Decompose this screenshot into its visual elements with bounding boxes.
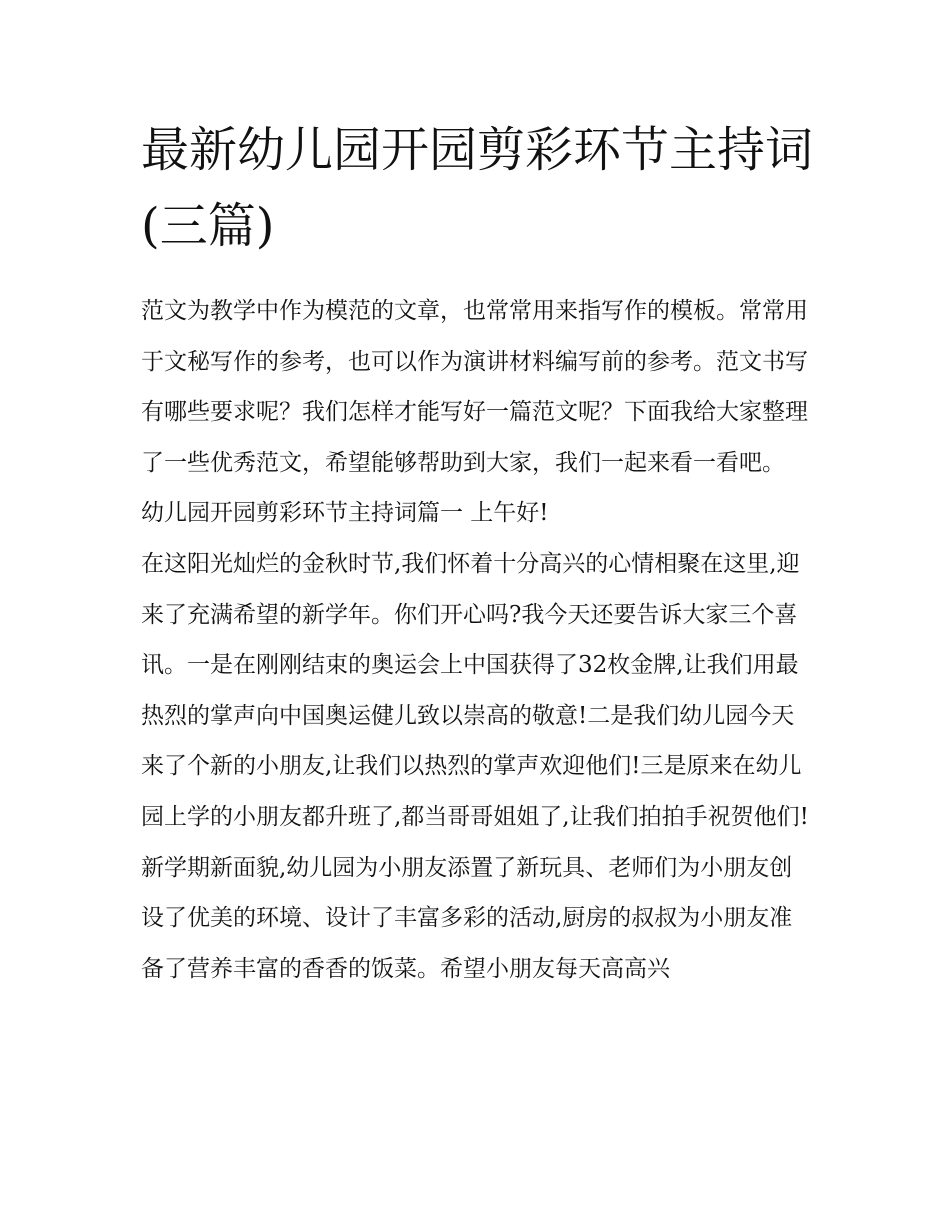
body-paragraph-new-term: 新学期新面貌,幼儿园为小朋友添置了新玩具、老师们为小朋友创设了优美的环境、设计了丰富多彩的活动,厨房的叔叔为小朋友准备了营养丰富的香香的饭菜。希望小朋友每天高高兴 xyxy=(141,854,793,982)
body-paragraph-news: 在这阳光灿烂的金秋时节,我们怀着十分高兴的心情相聚在这里,迎来了充满希望的新学年。你们开心吗?我今天还要告诉大家三个喜讯。一是在刚刚结束的奥运会上中国获得了32枚金牌,让我们用最热烈的掌声向中国奥运健儿致以崇高的敬意!二是我们幼儿园今天来了个新的小朋友,让我们以热烈的掌声欢迎他们!三是原来在幼儿园上学的小朋友都升班了,都当哥哥姐姐了,让我们拍拍手祝贺他们! xyxy=(141,550,809,830)
document-body xyxy=(141,112,813,994)
document-title: 最新幼儿园开园剪彩环节主持词(三篇) xyxy=(141,122,814,254)
intro-paragraph: 范文为教学中作为模范的文章，也常常用来指写作的模板。常常用于文秘写作的参考，也可以作为演讲材料编写前的参考。范文书写有哪些要求呢？我们怎样才能写好一篇范文呢？下面我给大家整理了一些优秀范文，希望能够帮助到大家，我们一起来看一看吧。 xyxy=(141,298,808,476)
section-heading-paragraph: 幼儿园开园剪彩环节主持词篇一 上午好! xyxy=(141,500,549,527)
